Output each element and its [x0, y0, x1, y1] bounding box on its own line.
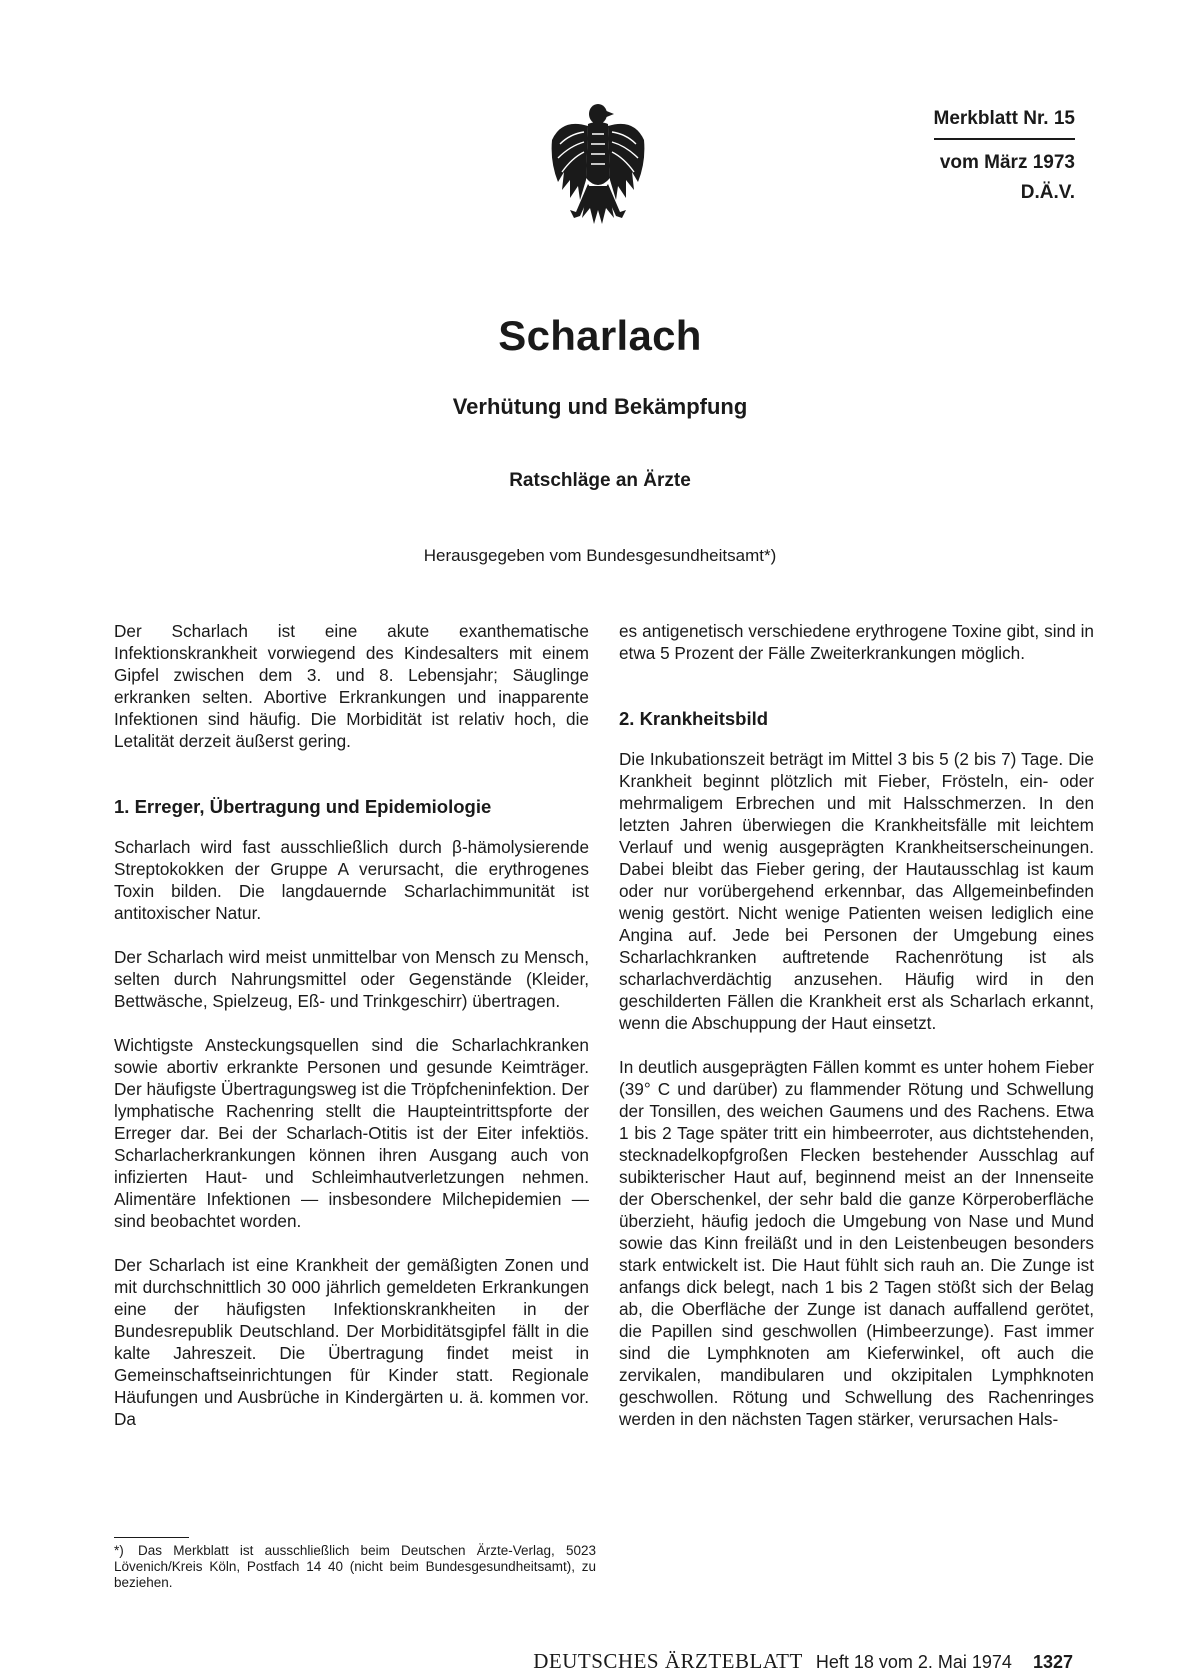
footnote-text: Das Merkblatt ist ausschließlich beim Deutschen Ärzte-Verlag, 5023 Lövenich/Kreis Köln, Postfach 14 40 (nicht beim Bundesgesundheitsamt), zu beziehen. — [114, 1543, 596, 1590]
paragraph: Der Scharlach ist eine Krankheit der gemäßigten Zonen und mit durchschnittlich 30 000 jährlich gemeldeten Erkrankungen eine der häufigsten Infektionskrankheiten in der Bundesrepublik Deutschland. Der Morbiditätsgipfel fällt in die kalte Jahreszeit. Die Übertragung findet meist in Gemeinschaftseinrichtungen für Kinder statt. Regionale Häufungen und Ausbrüche in Kindergärten u. ä. kommen vor. Da — [114, 1255, 589, 1429]
right-column — [619, 620, 1094, 1452]
federal-eagle-icon — [548, 100, 648, 240]
sheet-number: Merkblatt Nr. 15 — [934, 104, 1076, 140]
paragraph: Wichtigste Ansteckungsquellen sind die Scharlachkranken sowie abortiv erkrankte Personen und gesunde Keimträger. Der häufigste Übertragungsweg ist die Tröpfcheninfektion. Der lymphatische Rachenring stellt die Haupteintrittspforte der Erreger dar. Bei der Scharlach-Otitis ist der Eiter infektiös. Scharlacherkrankungen können ihren Ausgang auch von infizierten Haut- und Schleimhautverletzungen nehmen. Alimentäre Infektionen — insbesondere Milchepidemien — sind beobachtet worden. — [114, 1035, 589, 1231]
footnote-mark: *) — [114, 1543, 124, 1558]
section-1-heading: 1. Erreger, Übertragung und Epidemiologie — [114, 796, 492, 817]
footnote-divider — [114, 1537, 189, 1538]
sheet-date: vom März 1973 — [939, 152, 1075, 173]
page-title: Scharlach — [498, 312, 702, 359]
paragraph: Scharlach wird fast ausschließlich durch β-hämolysierende Streptokokken der Gruppe A verursacht, die erythrogenes Toxin bilden. Die langdauernde Scharlachimmunität ist antitoxischer Natur. — [114, 837, 589, 923]
section-2-heading: 2. Krankheitsbild — [619, 708, 769, 729]
intro-paragraph: Der Scharlach ist eine akute exanthematische Infektionskrankheit vorwiegend des Kindesalters mit einem Gipfel zwischen dem 3. und 8. Lebensjahr; Säuglinge erkranken selten. Abortive Erkrankungen und inapparente Infektionen sind häufig. Die Morbidität ist relativ hoch, die Letalität derzeit äußerst gering. — [114, 621, 589, 751]
paragraph: In deutlich ausgeprägten Fällen kommt es unter hohem Fieber (39° C und darüber) zu flammender Rötung und Schwellung der Tonsillen, des weichen Gaumens und des Rachens. Etwa 1 bis 2 Tage später tritt ein himbeerroter, aus dichtstehenden, stecknadelkopfgroßen Flecken bestehender Ausschlag auf subikterischer Haut auf, beginnend meist an der Innenseite der Oberschenkel, der sehr bald die ganze Körperoberfläche überzieht, häufig jedoch die Umgebung von Nase und Mund sowie das Kinn freiläßt und in den Leistenbeugen besonders stark entwickelt ist. Die Haut fühlt sich rauh an. Die Zunge ist anfangs dick belegt, nach 1 bis 2 Tagen stößt sich der Belag ab, die Oberfläche der Zunge ist danach auffallend gerötet, die Papillen sind geschwollen (Himbeerzunge). Fast immer sind die Lymphknoten am Kieferwinkel, oft auch die zervikalen, mandibularen und okzipitalen Lymphknoten geschwollen. Rötung und Schwellung des Rachenringes werden in den nächsten Tagen stärker, verursachen Hals- — [619, 1057, 1094, 1429]
publisher-line: Herausgegeben vom Bundesgesundheitsamt*) — [423, 546, 777, 565]
sheet-meta — [934, 104, 1076, 208]
advice-heading: Ratschläge an Ärzte — [509, 470, 691, 491]
journal-name: DEUTSCHES ÄRZTEBLATT — [533, 1649, 803, 1673]
sheet-source: D.Ä.V. — [1020, 182, 1075, 203]
paragraph: Die Inkubationszeit beträgt im Mittel 3 bis 5 (2 bis 7) Tage. Die Krankheit beginnt plötzlich mit Fieber, Frösteln, ein- oder mehrmaligem Erbrechen und mit Halsschmerzen. In den letzten Jahren überwiegen die Krankheitsfälle mit leichtem Verlauf und wenig ausgeprägten Krankheitserscheinungen. Dabei bleibt das Fieber gering, der Hautausschlag ist kaum oder nur vorübergehend erkennbar, das Allgemeinbefinden wenig gestört. Nicht wenige Patienten weisen lediglich eine Angina auf. Jede bei Personen der Umgebung eines Scharlachkranken auftretende Rachenrötung ist als scharlachverdächtig anzusehen. Häufig wird in den geschilderten Fällen die Krankheit erst als Scharlach erkannt, wenn die Abschuppung der Haut einsetzt. — [619, 749, 1094, 1033]
page-number: 1327 — [1032, 1652, 1073, 1672]
page-footer — [533, 1649, 1073, 1674]
page-subtitle: Verhütung und Bekämpfung — [452, 394, 748, 419]
paragraph: Der Scharlach wird meist unmittelbar von Mensch zu Mensch, selten durch Nahrungsmittel oder Gegenstände (Kleider, Bettwäsche, Spielzeug, Eß- und Trinkgeschirr) übertragen. — [114, 947, 589, 1011]
paragraph: es antigenetisch verschiedene erythrogene Toxine gibt, sind in etwa 5 Prozent der Fälle Zweiterkrankungen möglich. — [619, 621, 1094, 663]
issue-info: Heft 18 vom 2. Mai 1974 — [815, 1652, 1012, 1672]
left-column — [114, 620, 589, 1452]
footnote — [114, 1543, 596, 1591]
